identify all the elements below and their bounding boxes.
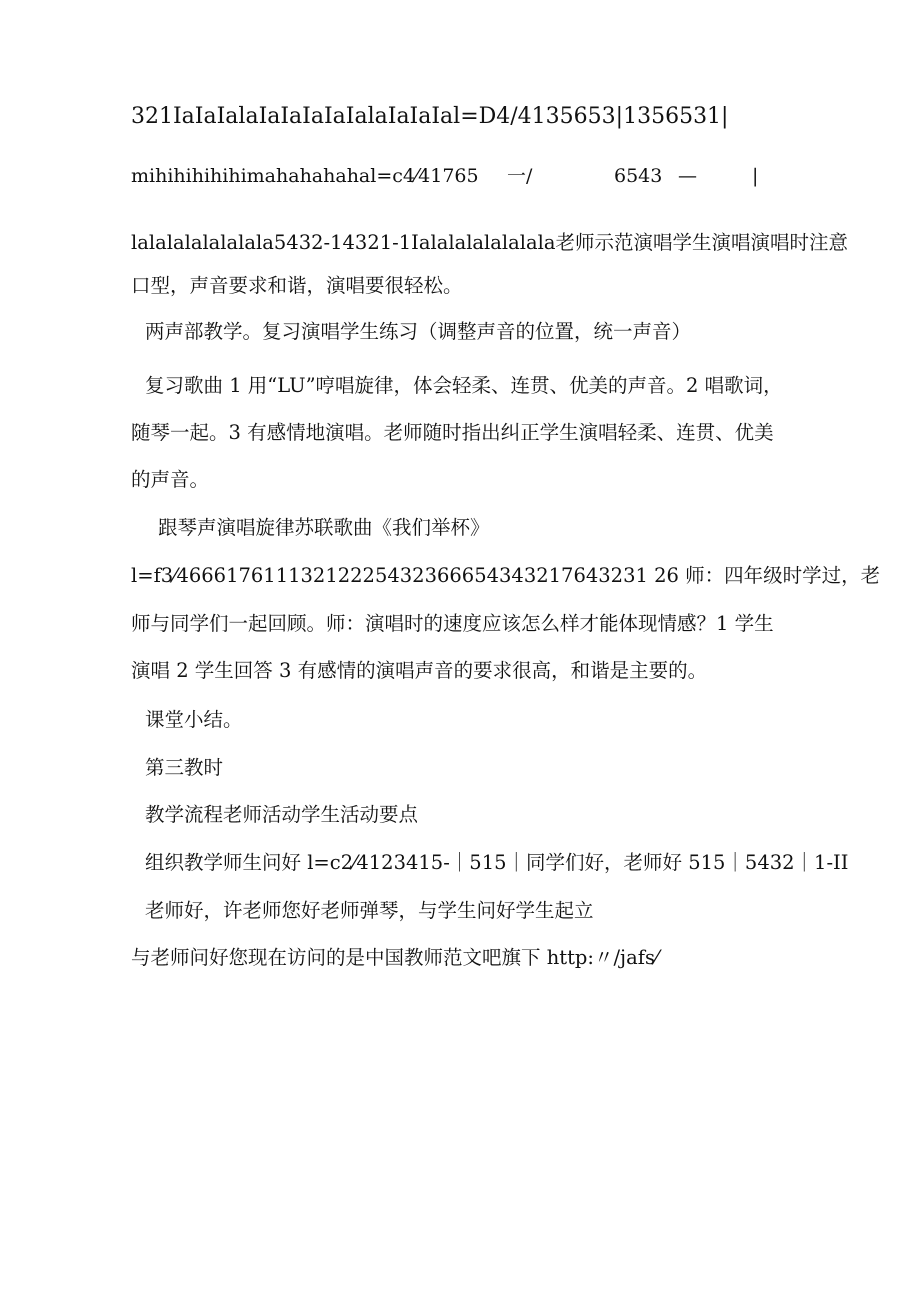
section-heading: 教学流程老师活动学生活动要点 (145, 803, 419, 826)
score-line-2-mid: 6543 (614, 165, 663, 187)
paragraph-line: 两声部教学。复习演唱学生练习（调整声音的位置，统一声音） (145, 320, 692, 343)
paragraph-line: 组织教学师生问好 l=c2⁄4123415-｜515｜同学们好，老师好 515｜5432｜1-II (145, 851, 849, 874)
paragraph-line: l=f3⁄46661761113212225432366654343217643231 26 师：四年级时学过，老 (131, 564, 881, 587)
paragraph-line: 随琴一起。3 有感情地演唱。老师随时指出纠正学生演唱轻柔、连贯、优美 (131, 421, 774, 444)
paragraph-line: 跟琴声演唱旋律苏联歌曲《我们举杯》 (158, 516, 490, 539)
score-line-2-bar: | (752, 165, 759, 187)
score-line-2-mark: 一/ (507, 165, 533, 187)
score-line-2-left: mihihihihihimahahahahal=c4⁄41765 (131, 165, 479, 187)
section-heading: 课堂小结。 (145, 708, 243, 731)
paragraph-line: 演唱 2 学生回答 3 有感情的演唱声音的要求很高，和谐是主要的。 (131, 659, 708, 682)
paragraph-line: 口型，声音要求和谐，演唱要很轻松。 (131, 274, 463, 297)
paragraph-line: 的声音。 (131, 468, 210, 491)
score-line-1: 321IaIaIalaIaIaIaIaIalaIaIaIal=D4/4135653|1356531| (131, 104, 729, 129)
paragraph-line: 与老师问好您现在访问的是中国教师范文吧旗下 http:〃/jafs⁄ (131, 946, 659, 969)
paragraph-line: lalalalalalalala5432-14321-1Ialalalalalalala老师示范演唱学生演唱演唱时注意 (131, 231, 849, 254)
paragraph-line: 老师好，许老师您好老师弹琴，与学生问好学生起立 (145, 899, 594, 922)
section-heading: 第三教时 (145, 756, 224, 779)
paragraph-line: 复习歌曲 1 用“LU”哼唱旋律，体会轻柔、连贯、优美的声音。2 唱歌词， (145, 374, 783, 397)
score-line-2-dash: — (678, 165, 697, 187)
paragraph-line: 师与同学们一起回顾。师：演唱时的速度应该怎么样才能体现情感？1 学生 (131, 612, 774, 635)
